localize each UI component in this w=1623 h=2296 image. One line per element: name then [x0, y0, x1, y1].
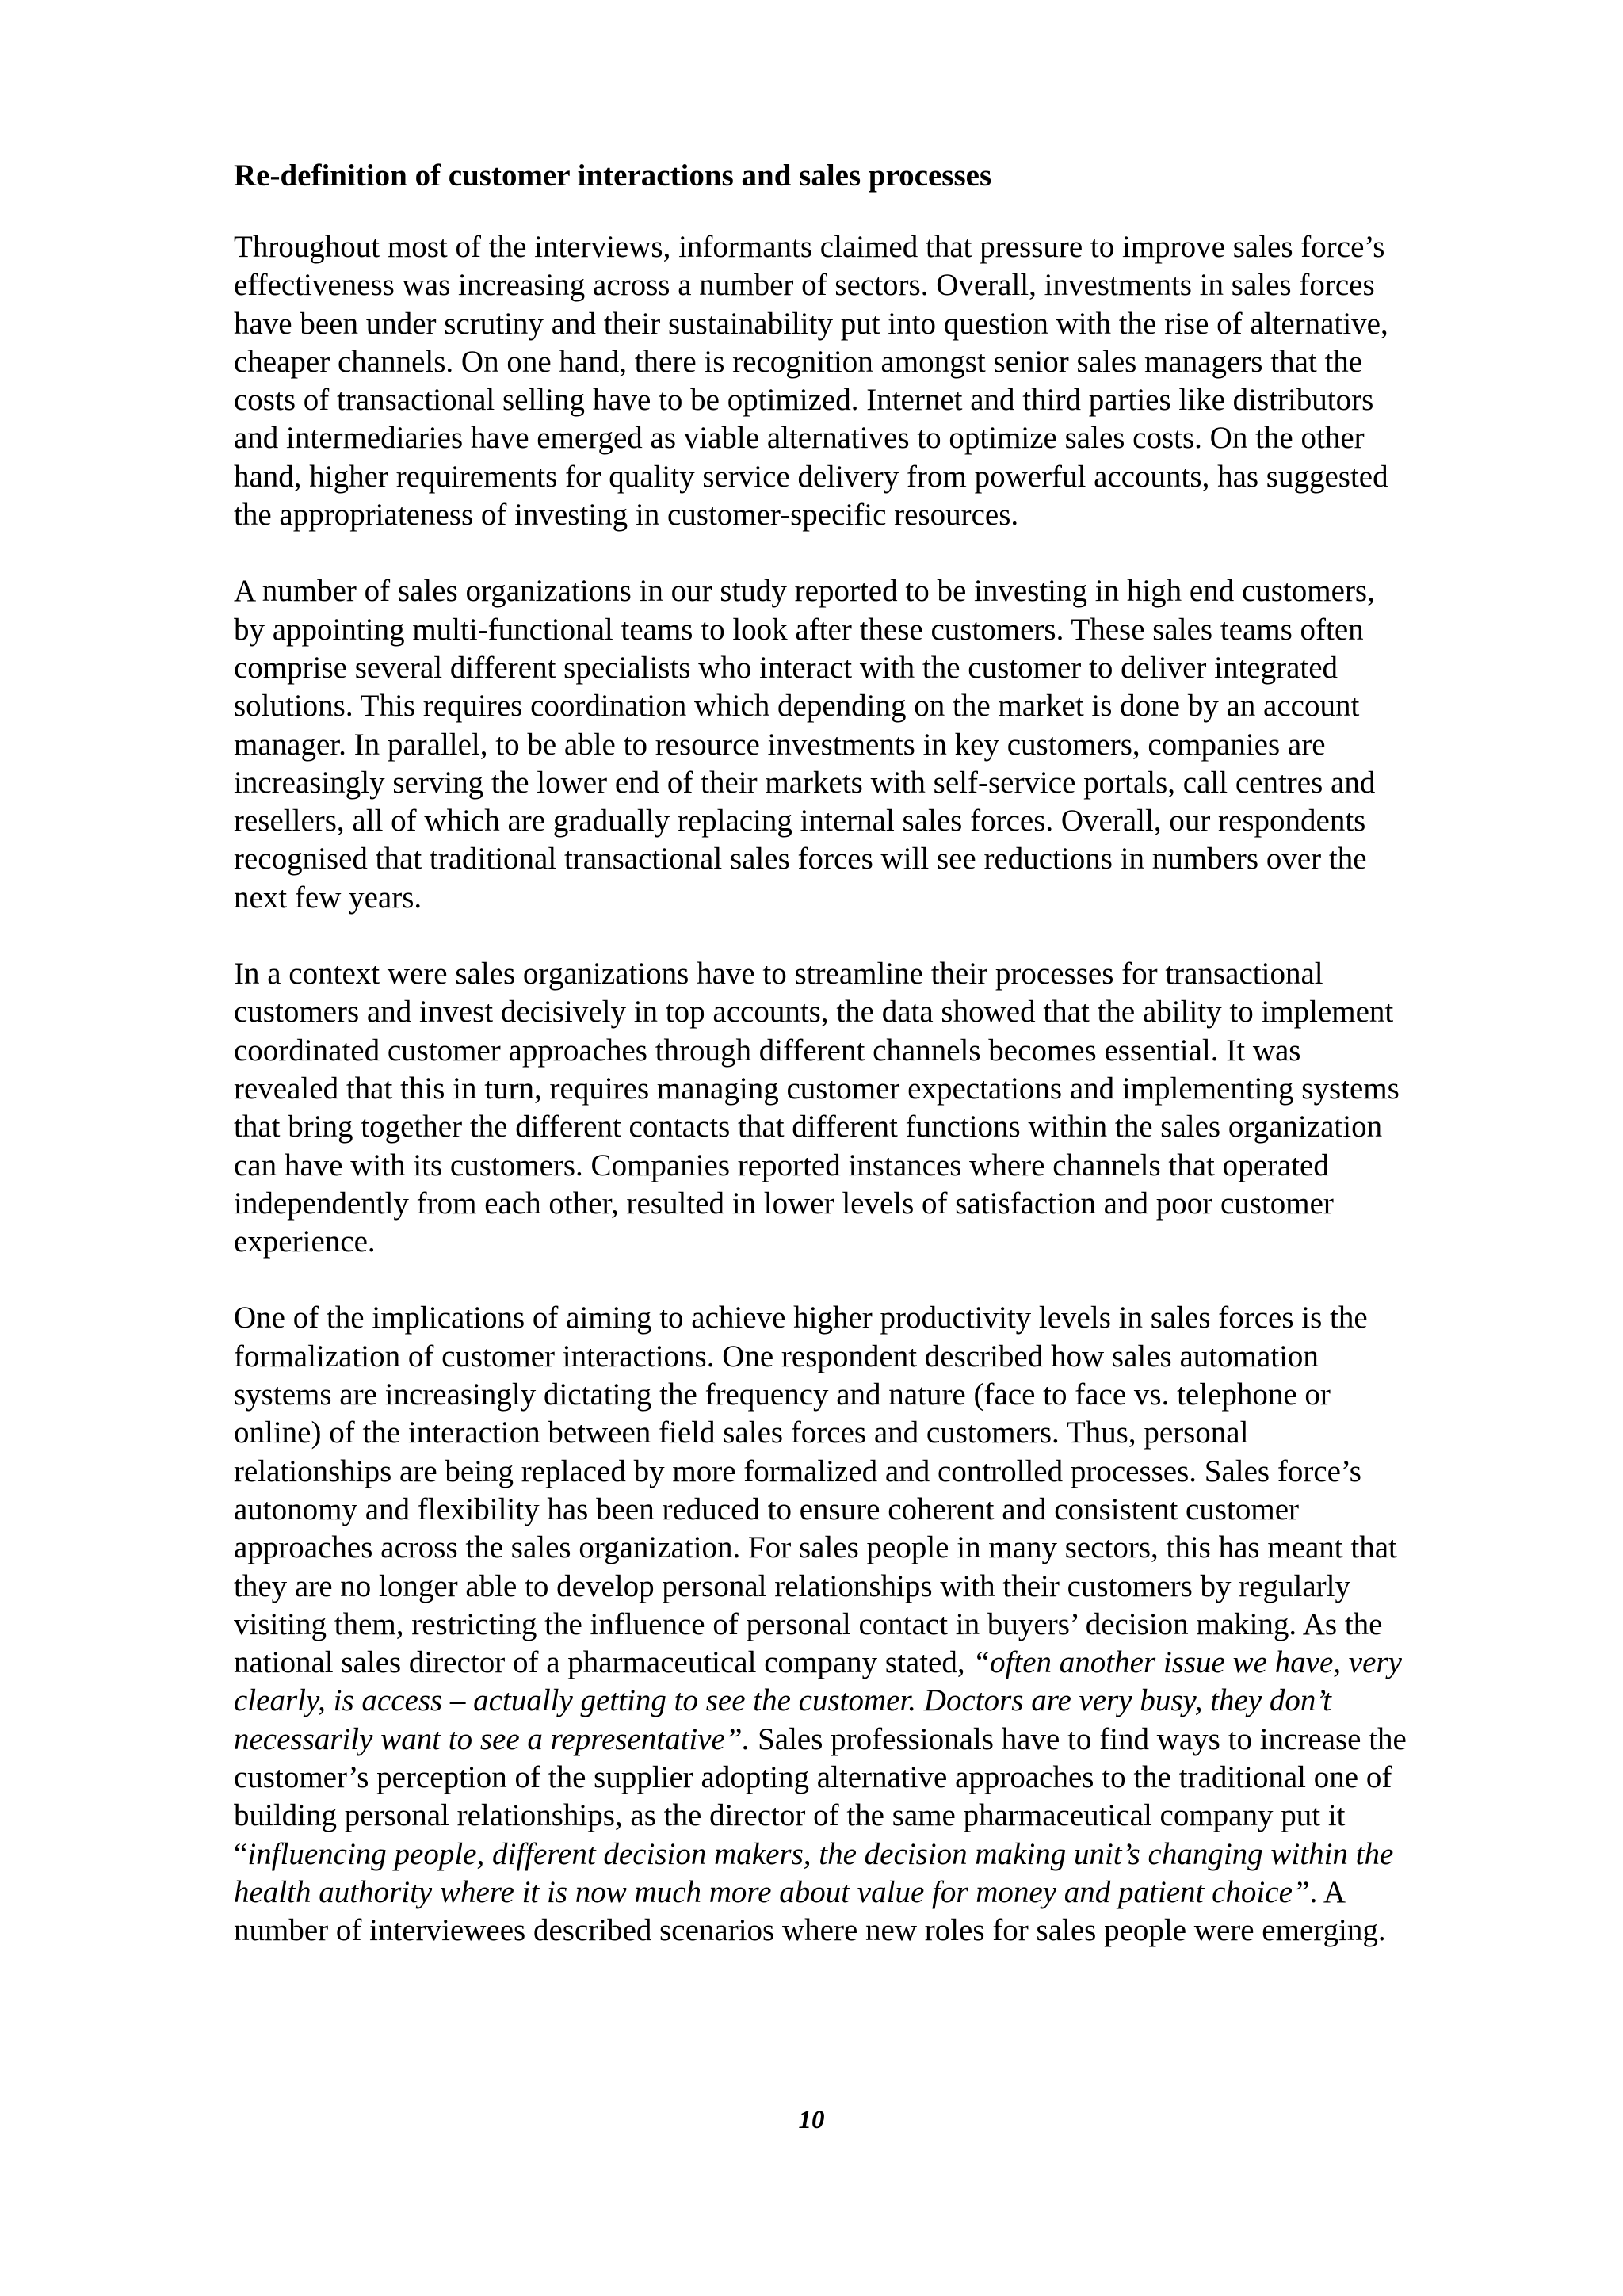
paragraph-1: [234, 228, 1411, 534]
paragraph-text: Sales professionals have to find ways to increase the customer’s perception of the supplier adopting alternative approaches to the traditional one of building personal relationships, as the director of the same pharmaceutical company put it “: [234, 1721, 1407, 1871]
paragraph-3: [234, 955, 1411, 1261]
italic-quote: influencing people, different decision makers, the decision making unit’s changing within the health authority where it is now much more about value for money and patient choice”: [234, 1836, 1394, 1909]
page-number: 10: [798, 2106, 825, 2134]
section-heading: Re-definition of customer interactions and sales processes: [234, 159, 992, 193]
paragraph-text: Throughout most of the interviews, informants claimed that pressure to improve sales force’s effectiveness was increasing across a number of sectors. Overall, investments in sales forces have been under scrutiny and their sustainability put into question with the rise of alternative, cheaper channels. On one hand, there is recognition amongst senior sales managers that the costs of transactional selling have to be optimized. Internet and third parties like distributors and intermediaries have emerged as viable alternatives to optimize sales costs. On the other hand, higher requirements for quality service delivery from powerful accounts, has suggested the appropriateness of investing in customer-specific resources.: [234, 230, 1388, 533]
paragraph-4: [234, 1299, 1411, 1950]
paragraph-2: [234, 572, 1411, 917]
italic-quote: “often another issue we have, very clearly, is access – actually getting to see the customer. Doctors are very busy, they don’t necessarily want to see a representative”.: [234, 1645, 1402, 1756]
paragraph-text: In a context were sales organizations have to streamline their processes for transactional customers and invest decisively in top accounts, the data showed that the ability to implement coordinated customer approaches through different channels becomes essential. It was revealed that this in turn, requires managing customer expectations and implementing systems that bring together the different contacts that different functions within the sales organization can have with its customers. Companies reported instances where channels that operated independently from each other, resulted in lower levels of satisfaction and poor customer experience.: [234, 957, 1400, 1259]
paragraph-text: . A number of interviewees described scenarios where new roles for sales people were emerging.: [234, 1874, 1386, 1948]
document-body: [234, 157, 1411, 1950]
paragraph-text: A number of sales organizations in our study reported to be investing in high end customers, by appointing multi-functional teams to look after these customers. These sales teams often comprise several different specialists who interact with the customer to deliver integrated solutions. This requires coordination which depending on the market is done by an account manager. In parallel, to be able to resource investments in key customers, companies are increasingly serving the lower end of their markets with self-service portals, call centres and resellers, all of which are gradually replacing internal sales forces. Overall, our respondents recognised that traditional transactional sales forces will see reductions in numbers over the next few years.: [234, 574, 1376, 915]
paragraph-text: One of the implications of aiming to achieve higher productivity levels in sales forces is the formalization of customer interactions. One respondent described how sales automation systems are increasingly dictating the frequency and nature (face to face vs. telephone or online) of the interaction between field sales forces and customers. Thus, personal relationships are being replaced by more formalized and controlled processes. Sales force’s autonomy and flexibility has been reduced to ensure coherent and consistent customer approaches across the sales organization. For sales people in many sectors, this has meant that they are no longer able to develop personal relationships with their customers by regularly visiting them, restricting the influence of personal contact in buyers’ decision making. As the national sales director of a pharmaceutical company stated,: [234, 1301, 1397, 1680]
